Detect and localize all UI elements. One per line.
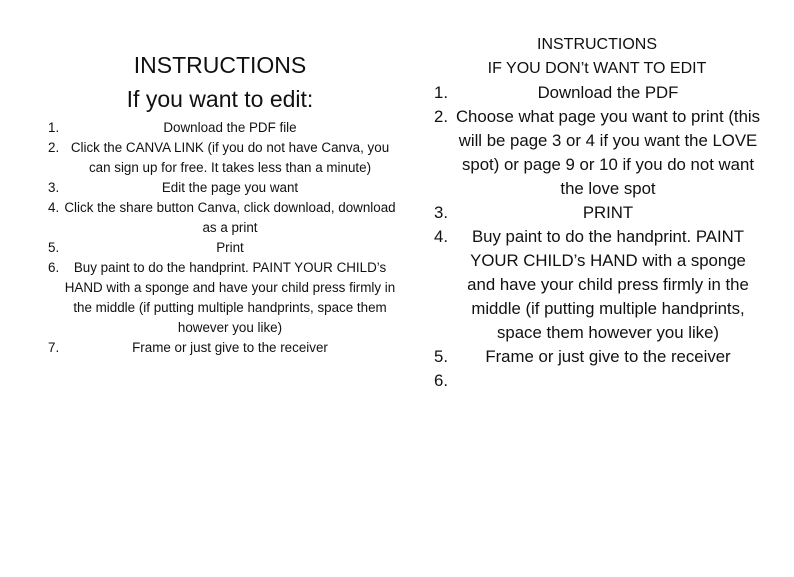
step-text: Edit the page you want — [161, 180, 299, 195]
instructions-edit-column — [40, 50, 400, 358]
list-item — [40, 118, 400, 138]
step-text: Click the CANVA LINK (if you do not have Canva, you can sign up for free. It takes less than a minute) — [70, 140, 390, 175]
list-item — [40, 138, 400, 178]
list-item — [432, 105, 762, 201]
step-text: Buy paint to do the handprint. PAINT YOUR CHILD’s HAND with a sponge and have your child press firmly in the middle (if putting multiple handprints, space them however you like) — [64, 260, 396, 335]
step-text: Download the PDF file — [163, 120, 297, 135]
step-number: 5. — [48, 240, 60, 255]
step-text: Choose what page you want to print (this will be page 3 or 4 if you want the LOVE spot) or page 9 or 10 if you do not want the love spot — [455, 107, 761, 198]
step-text: Buy paint to do the handprint. PAINT YOUR CHILD’s HAND with a sponge and have your child press firmly in the middle (if putting multiple handprints, space them however you like) — [467, 227, 749, 342]
list-item — [432, 81, 762, 105]
step-number: 3. — [434, 203, 448, 222]
right-subtitle: IF YOU DON’t WANT TO EDIT — [487, 60, 707, 77]
list-item — [432, 369, 762, 393]
step-number: 6. — [434, 371, 448, 390]
step-number: 4. — [48, 200, 60, 215]
instructions-no-edit-column — [432, 33, 762, 393]
list-item — [432, 201, 762, 225]
left-steps-list — [40, 118, 400, 358]
step-number: 3. — [48, 180, 60, 195]
list-item — [40, 258, 400, 338]
list-item — [40, 178, 400, 198]
right-steps-list — [432, 81, 762, 393]
step-text: Print — [216, 240, 244, 255]
step-number: 1. — [434, 83, 448, 102]
step-number: 7. — [48, 340, 60, 355]
left-subtitle: If you want to edit: — [126, 86, 314, 112]
step-text: Download the PDF — [537, 83, 679, 102]
list-item — [40, 198, 400, 238]
list-item — [40, 338, 400, 358]
step-number: 4. — [434, 227, 448, 246]
step-number: 5. — [434, 347, 448, 366]
step-text: Click the share button Canva, click download, download as a print — [64, 200, 396, 235]
right-title: INSTRUCTIONS — [537, 36, 657, 53]
step-text: Frame or just give to the receiver — [132, 340, 328, 355]
step-number: 6. — [48, 260, 60, 275]
list-item — [432, 345, 762, 369]
list-item — [40, 238, 400, 258]
left-title: INSTRUCTIONS — [133, 52, 307, 78]
step-number: 2. — [434, 107, 448, 126]
step-text: PRINT — [582, 203, 634, 222]
step-number: 2. — [48, 140, 60, 155]
list-item — [432, 225, 762, 345]
step-number: 1. — [48, 120, 60, 135]
step-text: Frame or just give to the receiver — [485, 347, 731, 366]
